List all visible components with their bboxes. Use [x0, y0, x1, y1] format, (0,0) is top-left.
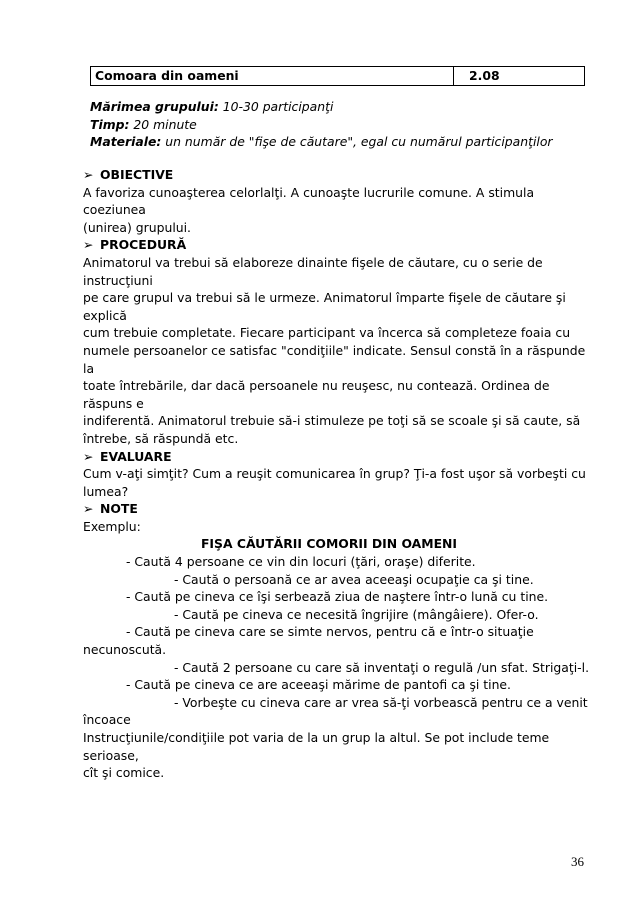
- sheet-title: FIŞA CĂUTĂRII COMORII DIN OAMENI: [200, 536, 458, 552]
- sheet-item: - Caută 2 persoane cu care să inventaţi o regulă /un sfat. Strigaţi-l.: [174, 659, 590, 675]
- activity-meta: [90, 98, 553, 151]
- materials-value: un număr de "fişe de căutare", egal cu numărul participanţilor: [161, 134, 553, 150]
- example-label: Exemplu:: [83, 518, 141, 534]
- sheet-item: - Vorbeşte cu cineva care ar vrea să-ţi vorbească pentru ce a venit: [174, 694, 588, 710]
- arrow-bullet-icon: ➢: [83, 237, 94, 253]
- procedure-line: întrebe, să răspundă etc.: [83, 430, 239, 446]
- closing-line: Instrucţiunile/condiţiile pot varia de la un grup la altul. Se pot include teme serioase,: [83, 730, 550, 763]
- objective-line: A favoriza cunoaşterea celorlalţi. A cunoaşte lucrurile comune. A stimula coeziunea: [83, 184, 535, 218]
- procedure-title: PROCEDURĂ: [100, 237, 187, 253]
- objective-title: OBIECTIVE: [100, 167, 174, 182]
- objective-heading: [83, 166, 595, 184]
- time-value: 20 minute: [129, 116, 197, 132]
- activity-code: 2.08: [469, 68, 500, 83]
- group-size-line: [90, 98, 553, 116]
- sheet-item: - Caută pe cineva care se simte nervos, pentru că e într-o situaţie: [126, 624, 534, 640]
- notes-title: NOTE: [100, 501, 138, 517]
- sheet-item: - Caută 4 persoane ce vin din locuri (ţări, oraşe) diferite.: [126, 554, 476, 570]
- sheet-item-continuation: necunoscută.: [83, 642, 167, 658]
- procedure-line: toate întrebările, dar dacă persoanele nu reuşesc, nu contează. Ordinea de răspuns e: [83, 378, 550, 411]
- objective-line: (unirea) grupului.: [83, 219, 192, 235]
- arrow-bullet-icon: ➢: [83, 448, 94, 464]
- evaluation-heading: [83, 448, 595, 466]
- sheet-item: - Caută pe cineva ce necesită îngrijire (mângâiere). Ofer-o.: [174, 606, 539, 622]
- arrow-bullet-icon: ➢: [83, 501, 94, 517]
- evaluation-line: lumea?: [83, 483, 129, 499]
- sheet-item: - Caută pe cineva ce îşi serbează ziua de naştere într-o lună cu tine.: [126, 589, 549, 605]
- procedure-line: Animatorul va trebui să elaboreze dinainte fişele de căutare, cu o serie de instrucţiuni: [83, 254, 543, 288]
- procedure-heading: [83, 236, 595, 254]
- arrow-bullet-icon: ➢: [83, 167, 94, 182]
- activity-title: Comoara din oameni: [91, 67, 454, 85]
- procedure-line: cum trebuie completate. Fiecare participant va încerca să completeze foaia cu: [83, 325, 571, 341]
- group-size-label: Mărimea grupului:: [90, 99, 219, 114]
- materials-label: Materiale:: [90, 134, 162, 150]
- procedure-line: numele persoanelor ce satisfac "condiţiile" indicate. Sensul constă în a răspunde la: [83, 342, 586, 376]
- procedure-line: pe care grupul va trebui să le urmeze. Animatorul împarte fişele de căutare şi explică: [83, 290, 566, 323]
- materials-line: [90, 133, 553, 151]
- time-label: Timp:: [90, 116, 130, 132]
- sheet-item: - Caută pe cineva ce are aceeaşi mărime de pantofi ca şi tine.: [126, 677, 511, 693]
- document-body: [83, 166, 595, 782]
- notes-heading: [83, 500, 595, 518]
- page-number: 36: [571, 854, 584, 869]
- evaluation-title: EVALUARE: [100, 448, 172, 464]
- activity-title-table: [90, 66, 585, 86]
- evaluation-line: Cum v-aţi simţit? Cum a reuşit comunicarea în grup? Ţi-a fost uşor să vorbeşti cu: [83, 466, 586, 482]
- closing-line: cît şi comice.: [83, 765, 165, 781]
- sheet-item-continuation: încoace: [83, 712, 131, 728]
- procedure-line: indiferentă. Animatorul trebuie să-i stimuleze pe toţi să se scoale şi să caute, să: [83, 413, 581, 429]
- group-size-value: 10-30 participanţi: [218, 99, 334, 114]
- time-line: [90, 116, 553, 134]
- sheet-item: - Caută o persoană ce ar avea aceeaşi ocupaţie ca şi tine.: [174, 571, 534, 587]
